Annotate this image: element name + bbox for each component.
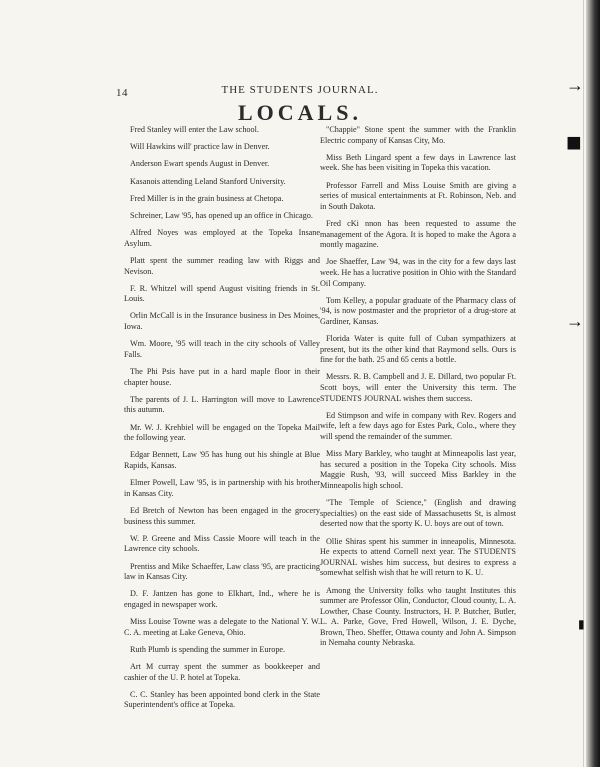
news-item: Ed Bretch of Newton has been engaged in the grocery business this summer. — [124, 505, 320, 526]
news-item: Alfred Noyes was employed at the Topeka Insane Asylum. — [124, 228, 320, 248]
news-item: Platt spent the summer reading law with Riggs and Nevison. — [124, 255, 320, 276]
news-item: C. C. Stanley has been appointed bond clerk in the State Superintendent's office at Topeka. — [124, 689, 320, 710]
news-item: Will Hawkins will' practice law in Denver. — [130, 142, 270, 152]
news-item: Professor Farrell and Miss Louise Smith are giving a series of musical entertainments at Ft. Robinson, Neb. and in South Dakota. — [320, 180, 516, 211]
news-item: D. F. Jantzen has gone to Elkhart, Ind., where he is engaged in newspaper work. — [124, 589, 320, 609]
news-item: Fred Miller is in the grain business at Chetopa. — [130, 193, 284, 203]
news-item: "The Temple of Science," (English and drawing specialties) on the east side of Massachusetts St, is almost deserted now that the sporty K. U. boys are out of town. — [320, 498, 516, 529]
news-item: Fred cKi nnon has been requested to assume the management of the Agora. It is hoped to make the Agora a montly magazine. — [320, 218, 516, 250]
news-item: Wm. Moore, '95 will teach in the city schools of Valley Falls. — [124, 339, 320, 359]
news-item: Florida Water is quite full of Cuban sympathizers at present, but its the other kind that Raymond sells. Ours is fine for the bath. 25 and 65 cents a bottle. — [320, 334, 516, 365]
news-item: W. P. Greene and Miss Cassie Moore will teach in the Lawrence city schools. — [124, 533, 320, 554]
news-item: Fred Stanley will enter the Law school. — [130, 125, 259, 134]
binding-mark: → — [566, 75, 584, 95]
news-item: Ed Stimpson and wife in company with Rev. Rogers and wife, left a few days ago for Estes Park, Colo., where they will spend the remainder of the summer. — [320, 410, 516, 441]
news-item: Schreiner, Law '95, has opened up an office in Chicago. — [130, 210, 313, 220]
news-item: Messrs. R. B. Campbell and J. E. Dillard, two popular Ft. Scott boys, will enter the University this term. The STUDENTS JOURNAL wishes them success. — [320, 372, 516, 403]
news-item: Ollie Shiras spent his summer in inneapolis, Minnesota. He expects to attend Cornell next year. The STUDENTS JOURNAL wishes him success, but desires to express a somewhat selfish wish that he will return to K. U. — [320, 536, 516, 578]
news-item: Edgar Bennett, Law '95 has hung out his shingle at Blue Rapids, Kansas. — [124, 450, 320, 470]
binding-blot: ■ — [566, 128, 582, 157]
news-item: Ruth Plumb is spending the summer in Europe. — [130, 644, 286, 654]
page-number: 14 — [116, 87, 128, 99]
news-item: Kasanois attending Leland Stanford University. — [130, 176, 286, 186]
news-item: The Phi Psis have put in a hard maple floor in their chapter house. — [124, 367, 320, 387]
news-item: "Chappie" Stone spent the summer with the Franklin Electric company of Kansas City, Mo. — [320, 125, 516, 145]
news-item: Elmer Powell, Law '95, is in partnership with his brother in Kansas City. — [124, 478, 320, 498]
news-item: Joe Shaeffer, Law '94, was in the city for a few days last week. He has a lucrative position in Ohio with the Standard Oil Company. — [320, 257, 516, 288]
news-item: Art M curray spent the summer as bookkeeper and cashier of the U. P. hotel at Topeka. — [124, 662, 320, 682]
news-item: Anderson Ewart spends August in Denver. — [130, 159, 270, 169]
news-item: Miss Mary Barkley, who taught at Minneapolis last year, has secured a position in the Topeka City schools. Miss Maggie Rush, '93, will succeed Miss Barkley in the Minneapolis high school. — [320, 449, 516, 490]
news-item: Miss Louise Towne was a delegate to the National Y. W. C. A. meeting at Lake Geneva, Ohio. — [124, 617, 320, 637]
news-item: The parents of J. L. Harrington will move to Lawrence this autumn. — [124, 394, 320, 415]
news-item: Mr. W. J. Krehbiel will be engaged on the Topeka Mail the following year. — [124, 422, 320, 443]
section-heading: LOCALS. — [238, 100, 362, 125]
binding-mark: ▮ — [578, 617, 585, 631]
news-item: F. R. Whitzel will spend August visiting friends in St. Louis. — [124, 283, 320, 304]
binding-mark: → — [566, 311, 584, 331]
news-item: Orlin McCall is in the Insurance business in Des Moines, Iowa. — [124, 311, 320, 332]
journal-title: THE STUDENTS JOURNAL. — [221, 84, 379, 96]
news-item: Among the University folks who taught Institutes this summer are Professor Olin, Conductor, Cloud county, L. A. Lowther, Chase County. Instructors, H. P. Butcher, Butler, L. A. Parke, Gove, Fred Howell, Wilson, J. E. Dyche, Brown, Theo. Sheffer, Ottawa county and John A. Simpson in Nemaha county Nebraska. — [320, 585, 516, 648]
news-item: Tom Kelley, a popular graduate of the Pharmacy class of '94, is now postmaster and the proprietor of a drug-store at Gardiner, Kansas. — [320, 295, 516, 326]
left-column — [124, 125, 320, 718]
right-column — [320, 125, 516, 656]
news-item: Miss Beth Lingard spent a few days in Lawrence last week. She has been visiting in Topeka this vacation. — [320, 152, 516, 173]
news-item: Prentiss and Mike Schaeffer, Law class '95, are practicing law in Kansas City. — [124, 561, 320, 582]
